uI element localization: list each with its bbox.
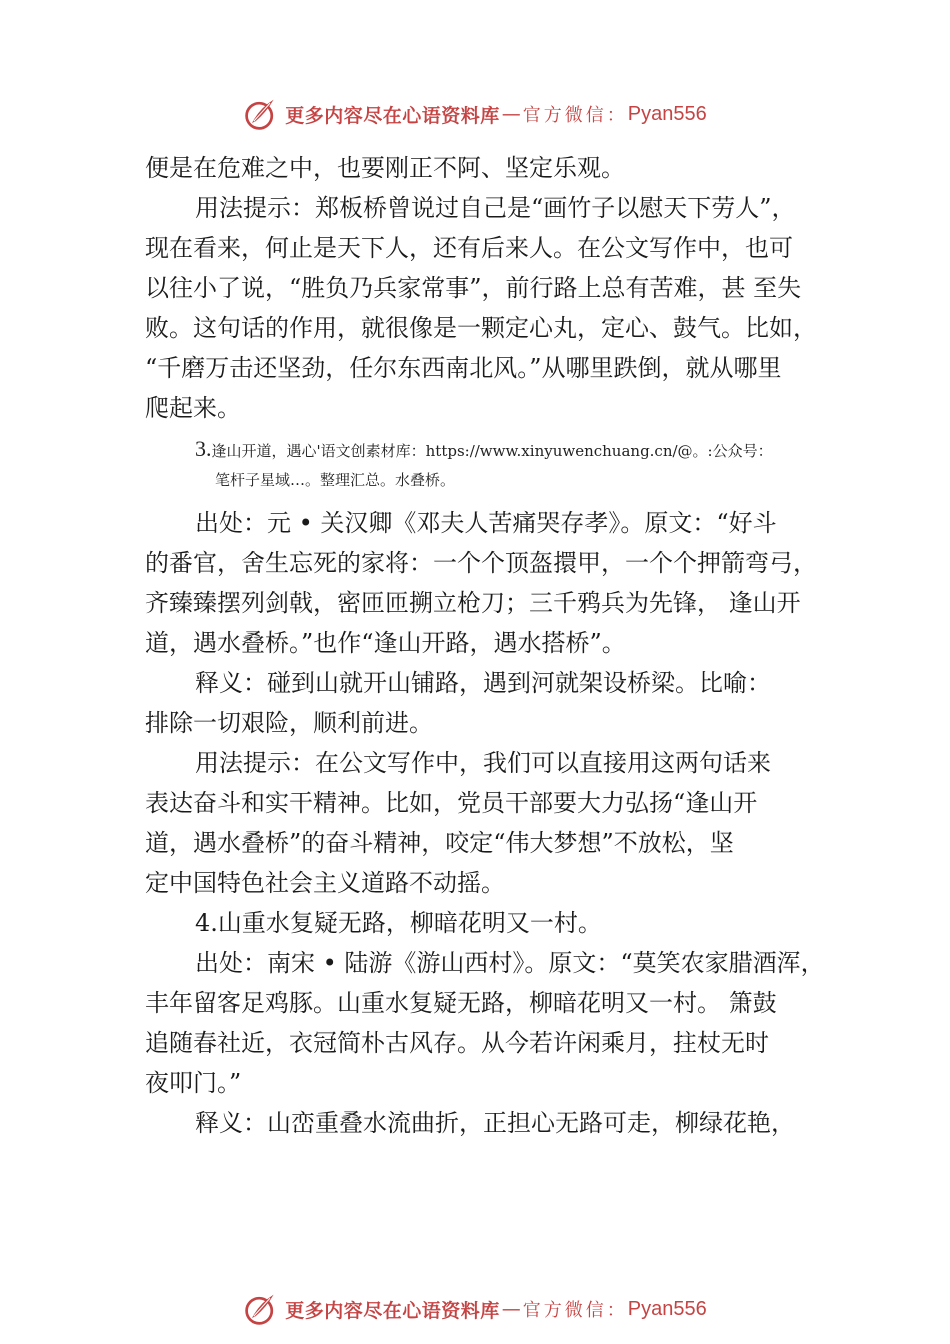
header-brand: 更多内容尽在心语资料库	[285, 104, 500, 127]
header-banner	[0, 92, 950, 136]
text-line: 齐臻臻摆列剑戟，密匝匝搠立枪刀；三千鸦兵为先锋， 逢山开	[145, 589, 801, 617]
text-line: 表达奋斗和实干精神。比如，党员干部要大力弘扬“逢山开	[145, 789, 758, 817]
quill-logo-icon	[243, 96, 279, 132]
text-line: “千磨万击还坚劲，任尔东西南北风。”从哪里跌倒，就从哪里	[145, 354, 782, 382]
header-wechat-label: 官方微信：	[522, 105, 628, 126]
text-line: 用法提示：在公文写作中，我们可以直接用这两句话来	[195, 749, 771, 777]
header-wechat-id: Pyan556	[627, 102, 707, 125]
text-line: 出处：南宋 • 陆游《游山西村》。原文：“莫笑农家腊酒浑，	[195, 949, 825, 977]
text-line: 出处：元 • 关汉卿《邓夫人苦痛哭存孝》。原文：“好斗	[195, 509, 777, 537]
text-line: 释义：碰到山就开山铺路，遇到河就架设桥梁。比喻：	[195, 669, 771, 697]
footer-brand: 更多内容尽在心语资料库	[285, 1299, 500, 1322]
note-line-2: 笔杆子星域…。整理汇总。水叠桥。	[215, 471, 456, 489]
quill-logo-icon	[243, 1291, 279, 1327]
text-line: 的番官，舍生忘死的家将：一个个顶盔擐甲，一个个押箭弯弓，	[145, 549, 817, 577]
header-separator: —	[501, 103, 521, 125]
section-heading: 4.山重水复疑无路，柳暗花明又一村。	[195, 909, 602, 937]
text-line: 道，遇水叠桥”的奋斗精神，咬定“伟大梦想”不放松，坚	[145, 829, 734, 857]
source-note	[195, 430, 835, 492]
note-line-1: 逢山开道，遇心'语文创素材库：https://www.xinyuwenchuang.cn/@。:公众号：	[211, 442, 773, 460]
text-line: 释义：山峦重叠水流曲折，正担心无路可走，柳绿花艳，	[195, 1109, 795, 1137]
footer-wechat-id: Pyan556	[627, 1297, 707, 1320]
text-line: 爬起来。	[145, 394, 241, 422]
text-line: 追随春社近，衣冠简朴古风存。从今若许闲乘月，拄杖无时	[145, 1029, 769, 1057]
body-text-top	[145, 148, 845, 428]
text-line: 便是在危难之中，也要刚正不阿、坚定乐观。	[145, 154, 625, 182]
footer-wechat-label: 官方微信：	[522, 1300, 628, 1321]
text-line: 道，遇水叠桥。”也作“逢山开路，遇水搭桥”。	[145, 629, 626, 657]
text-line: 夜叩门。”	[145, 1069, 242, 1097]
footer-banner	[0, 1287, 950, 1331]
text-line: 以往小了说，“胜负乃兵家常事”，前行路上总有苦难，甚 至失	[145, 274, 802, 302]
text-line: 败。这句话的作用，就很像是一颗定心丸，定心、鼓气。比如，	[145, 314, 817, 342]
footer-separator: —	[501, 1298, 521, 1320]
note-number: 3.	[195, 436, 212, 461]
body-text-bottom	[145, 503, 845, 1143]
text-line: 排除一切艰险，顺利前进。	[145, 709, 433, 737]
text-line: 用法提示：郑板桥曾说过自己是“画竹子以慰天下劳人”，	[195, 194, 796, 222]
text-line: 丰年留客足鸡豚。山重水复疑无路，柳暗花明又一村。 箫鼓	[145, 989, 777, 1017]
text-line: 定中国特色社会主义道路不动摇。	[145, 869, 505, 897]
text-line: 现在看来，何止是天下人，还有后来人。在公文写作中，也可	[145, 234, 793, 262]
